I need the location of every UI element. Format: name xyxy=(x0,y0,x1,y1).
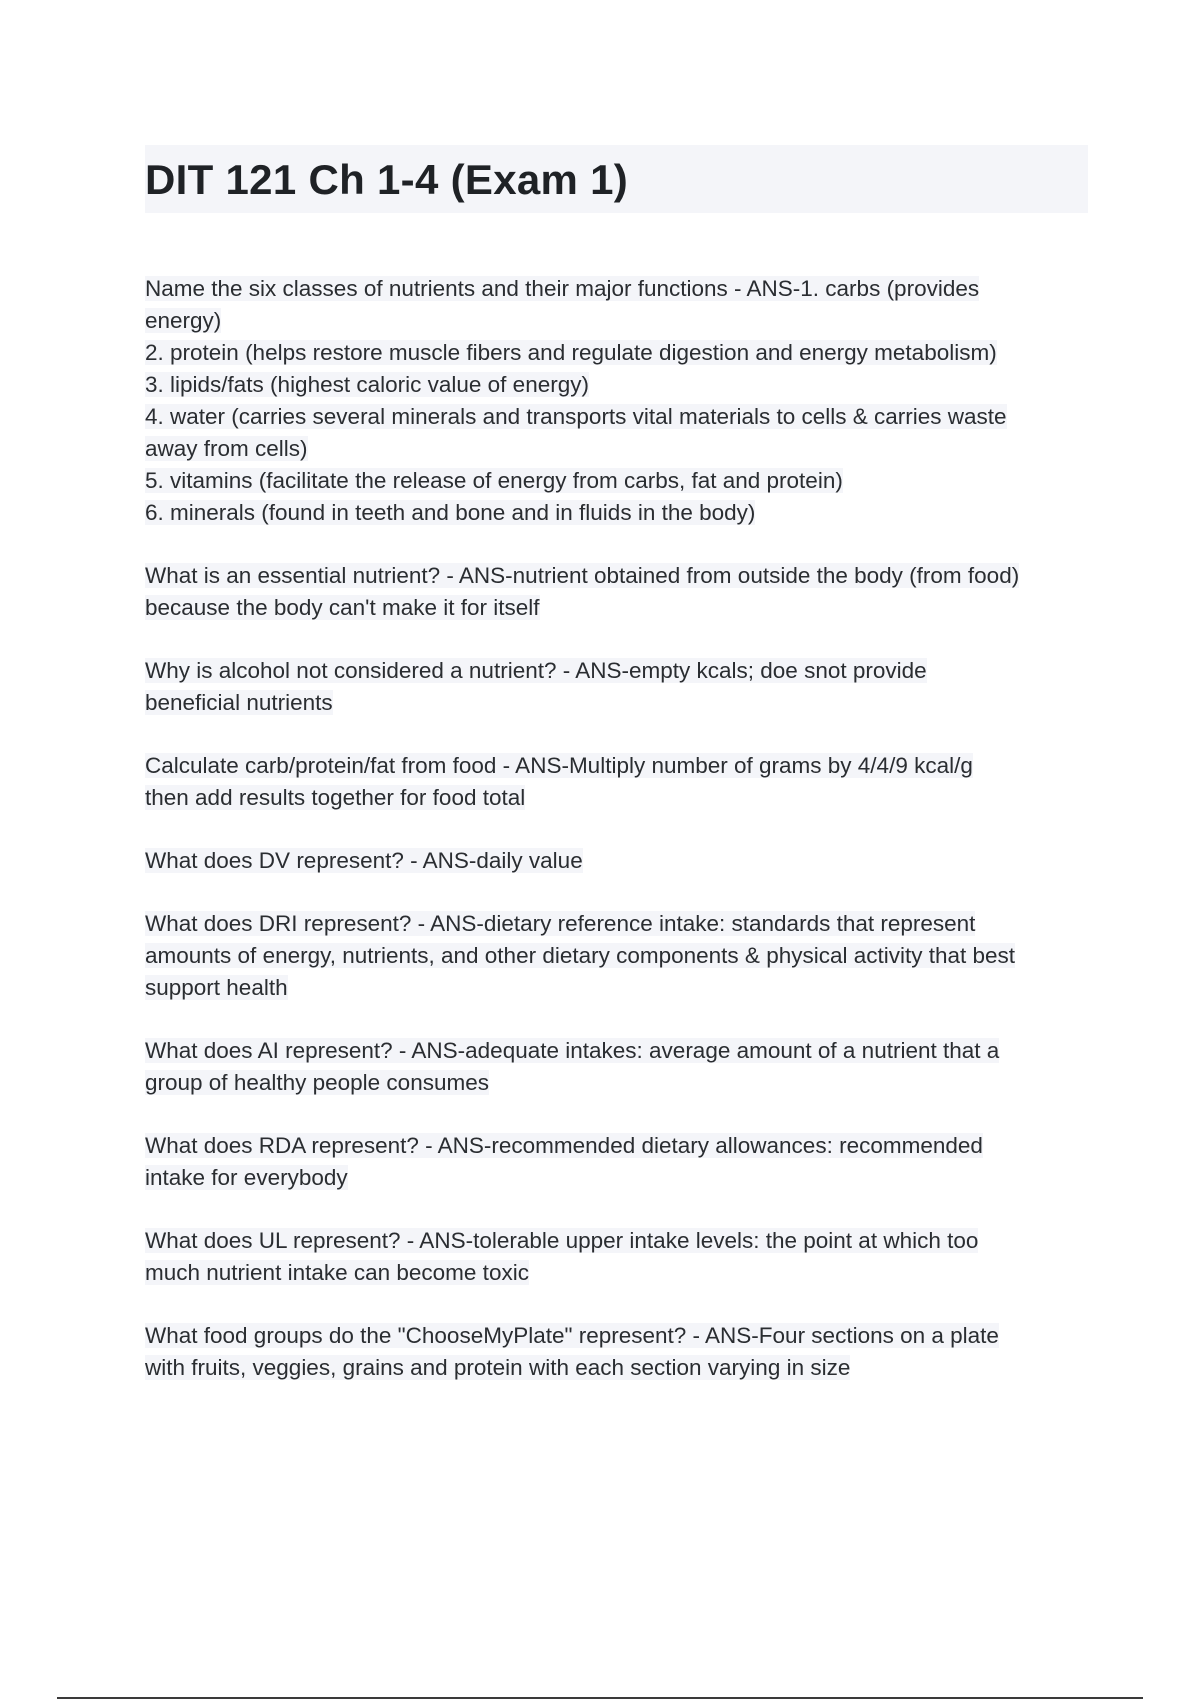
text-line: Why is alcohol not considered a nutrient? - ANS-empty kcals; doe snot provide xyxy=(145,658,927,683)
text-line: amounts of energy, nutrients, and other dietary components & physical activity that best xyxy=(145,943,1016,968)
text-line: because the body can't make it for itself xyxy=(145,595,540,620)
text-line: energy) xyxy=(145,308,222,333)
text-line: beneficial nutrients xyxy=(145,690,333,715)
text-line: away from cells) xyxy=(145,436,308,461)
text-line: intake for everybody xyxy=(145,1165,348,1190)
qa-list xyxy=(145,273,1095,1415)
qa-entry xyxy=(145,845,1095,877)
text-line: 6. minerals (found in teeth and bone and in fluids in the body) xyxy=(145,500,756,525)
text-line: What does DRI represent? - ANS-dietary reference intake: standards that represent xyxy=(145,911,976,936)
text-line: group of healthy people consumes xyxy=(145,1070,489,1095)
text-line: much nutrient intake can become toxic xyxy=(145,1260,529,1285)
qa-entry xyxy=(145,908,1095,1004)
qa-entry xyxy=(145,1225,1095,1289)
text-line: What does UL represent? - ANS-tolerable upper intake levels: the point at which too xyxy=(145,1228,979,1253)
text-line: What does DV represent? - ANS-daily value xyxy=(145,848,583,873)
text-line: Calculate carb/protein/fat from food - ANS-Multiply number of grams by 4/4/9 kcal/g xyxy=(145,753,973,778)
text-line: What does AI represent? - ANS-adequate intakes: average amount of a nutrient that a xyxy=(145,1038,1000,1063)
qa-entry xyxy=(145,750,1095,814)
text-line: 3. lipids/fats (highest caloric value of energy) xyxy=(145,372,589,397)
qa-entry xyxy=(145,1320,1095,1384)
qa-entry xyxy=(145,1130,1095,1194)
text-line: What does RDA represent? - ANS-recommended dietary allowances: recommended xyxy=(145,1133,983,1158)
qa-entry xyxy=(145,560,1095,624)
footer-divider xyxy=(57,1697,1143,1699)
text-line: 4. water (carries several minerals and transports vital materials to cells & carries waste xyxy=(145,404,1007,429)
page-title: DIT 121 Ch 1-4 (Exam 1) xyxy=(145,156,629,203)
qa-entry xyxy=(145,655,1095,719)
title-bar xyxy=(145,145,1088,213)
qa-entry xyxy=(145,1035,1095,1099)
text-line: What food groups do the "ChooseMyPlate" represent? - ANS-Four sections on a plate xyxy=(145,1323,999,1348)
text-line: 2. protein (helps restore muscle fibers and regulate digestion and energy metabolism) xyxy=(145,340,997,365)
text-line: What is an essential nutrient? - ANS-nutrient obtained from outside the body (from food) xyxy=(145,563,1020,588)
text-line: support health xyxy=(145,975,288,1000)
text-line: with fruits, veggies, grains and protein with each section varying in size xyxy=(145,1355,851,1380)
text-line: then add results together for food total xyxy=(145,785,526,810)
qa-entry xyxy=(145,273,1095,529)
text-line: Name the six classes of nutrients and their major functions - ANS-1. carbs (provides xyxy=(145,276,980,301)
text-line: 5. vitamins (facilitate the release of energy from carbs, fat and protein) xyxy=(145,468,843,493)
